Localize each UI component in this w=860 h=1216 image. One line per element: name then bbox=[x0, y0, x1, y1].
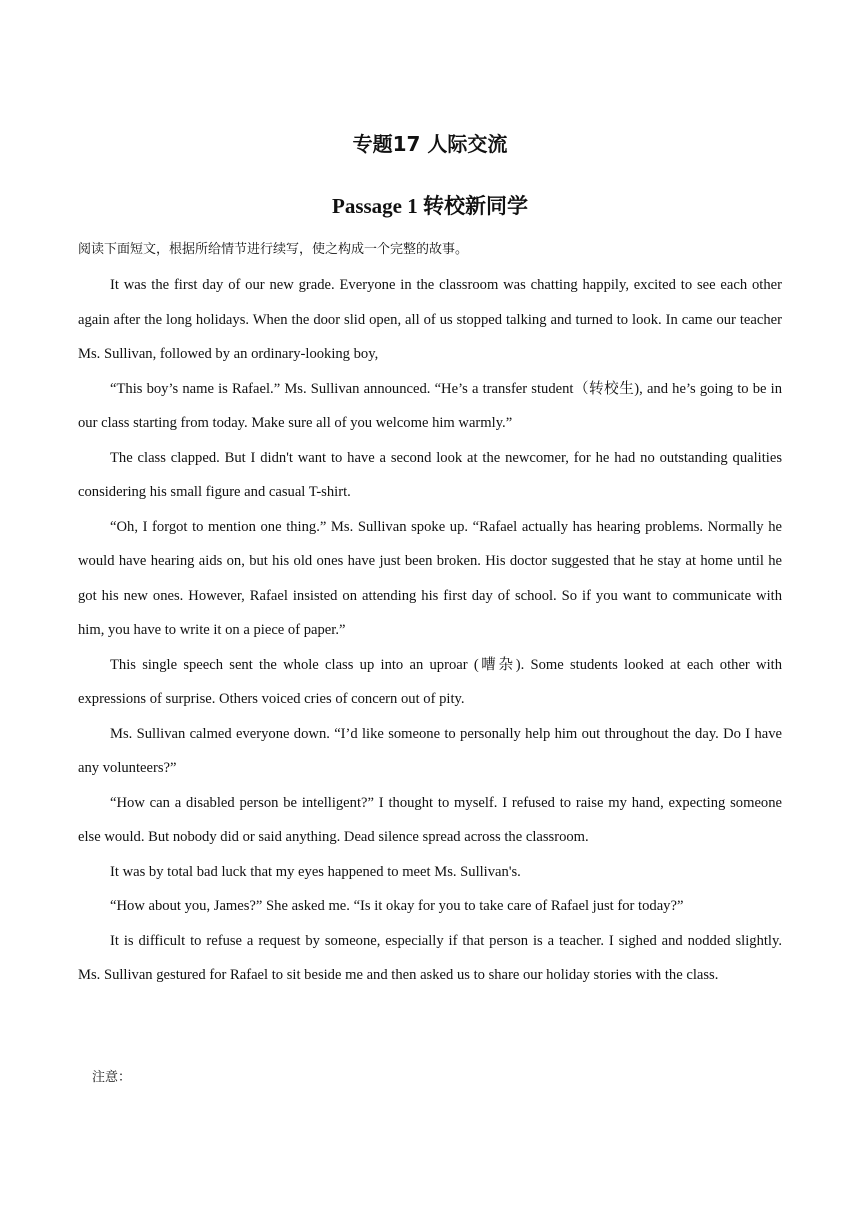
paragraph: This single speech sent the whole class up into an uproar (嘈杂). Some students looked at each other with expressions of surprise. Others voiced cries of concern out of pity. bbox=[78, 656, 782, 707]
paragraph: “This boy’s name is Rafael.” Ms. Sullivan announced. “He’s a transfer student（转校生), and he’s going to be in our class starting from today. Make sure all of you welcome him warmly.” bbox=[78, 380, 782, 431]
passage-subtitle: Passage 1 转校新同学 bbox=[332, 194, 528, 218]
passage-body bbox=[78, 268, 782, 993]
paragraph: The class clapped. But I didn't want to have a second look at the newcomer, for he had no outstanding qualities considering his small figure and casual T-shirt. bbox=[78, 449, 782, 500]
page-title: 专题17 人际交流 bbox=[352, 132, 508, 156]
paragraph: It was by total bad luck that my eyes happened to meet Ms. Sullivan's. bbox=[110, 863, 521, 880]
paragraph: Ms. Sullivan calmed everyone down. “I’d like someone to personally help him out throughout the day. Do I have any volunteers?” bbox=[78, 725, 782, 776]
task-instruction: 阅读下面短文，根据所给情节进行续写，使之构成一个完整的故事。 bbox=[78, 242, 469, 257]
paragraph: It was the first day of our new grade. Everyone in the classroom was chatting happily, excited to see each other again after the long holidays. When the door slid open, all of us stopped talking and turned to look. In came our teacher Ms. Sullivan, followed by an ordinary-looking boy, bbox=[78, 277, 782, 362]
note-label: 注意： bbox=[92, 1070, 132, 1085]
paragraph: “How can a disabled person be intelligent?” I thought to myself. I refused to raise my hand, expecting someone else would. But nobody did or said anything. Dead silence spread across the classroom. bbox=[78, 794, 782, 845]
paragraph: It is difficult to refuse a request by someone, especially if that person is a teacher. I sighed and nodded slightly. Ms. Sullivan gestured for Rafael to sit beside me and then asked us to share our holiday stories with the class. bbox=[78, 932, 782, 983]
paragraph: “Oh, I forgot to mention one thing.” Ms. Sullivan spoke up. “Rafael actually has hearing problems. Normally he would have hearing aids on, but his old ones have just been broken. His doctor suggested that he stay at home until he got his new ones. However, Rafael insisted on attending his first day of school. So if you want to communicate with him, you have to write it on a piece of paper.” bbox=[78, 518, 782, 638]
paragraph: “How about you, James?” She asked me. “Is it okay for you to take care of Rafael just for today?” bbox=[110, 898, 684, 914]
